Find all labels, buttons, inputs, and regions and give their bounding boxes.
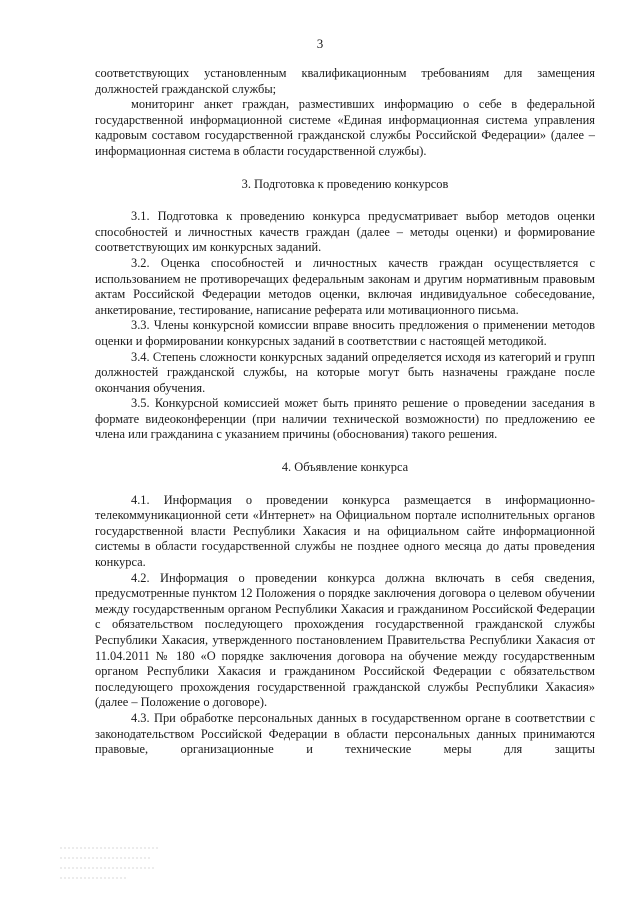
paragraph-3-4: 3.4. Степень сложности конкурсных заданий определяется исходя из категорий и групп должностей гражданской службы, на которые могут быть назначены граждане после окончания обучения. [95,349,595,395]
section-3-title: 3. Подготовка к проведению конкурсов [241,176,449,191]
paragraph-3-2: 3.2. Оценка способностей и личностных качеств граждан осуществляется с использованием не противоречащих федеральным законам и другим нормативным правовым актам Российской Федерации методов оценки, включая индивидуальное собеседование, анкетирование, тестирование, написание реферата или мотивационного письма. [95,255,595,317]
paragraph-intro-1: мониторинг анкет граждан, разместивших информацию о себе в федеральной государственной информационной системе «Единая информационная система управления кадровым составом государственной гражданской службы Российской Федерации» (далее – информационная система в области государственной службы). [95,97,595,158]
document-body [95,66,595,758]
paragraph-4-1: 4.1. Информация о проведении конкурса размещается в информационно-телекоммуникационной сети «Интернет» на Официальном портале исполнительных органов государственной власти Республики Хакасия и на официальном сайте информационной системы в области государственной службы не позднее одного месяца до даты проведения конкурса. [95,492,595,570]
page-number: 3 [316,36,324,51]
paragraph-3-1: 3.1. Подготовка к проведению конкурса предусматривает выбор методов оценки способностей и личностных качеств граждан (далее – методы оценки) и формирование соответствующих им конкурсных заданий. [95,209,595,255]
section-4-title: 4. Объявление конкурса [281,460,409,475]
paragraph-4-3: 4.3. При обработке персональных данных в государственном органе в соответствии с законодательством Российской Федерации в области персональных данных принимаются правовые, организационные и технические меры для защиты [95,710,595,757]
paragraph-3-5: 3.5. Конкурсной комиссией может быть принято решение о проведении заседания в формате видеоконференции (при наличии технической возможности) по предложению ее члена или гражданина с указанием причины (обоснования) такого решения. [95,396,595,442]
paragraph-intro-0: соответствующих установленным квалификационным требованиям для замещения должностей гражданской службы; [95,66,595,96]
faded-stamp-mark [56,840,166,884]
paragraph-4-2: 4.2. Информация о проведении конкурса должна включать в себя сведения, предусмотренные пунктом 12 Положения о порядке заключения договора о целевом обучении между государственным органом Республики Хакасия и гражданином Российской Федерации с обязательством последующего прохождения государственной гражданской службы Республики Хакасия, утвержденного постановлением Правительства Республики Хакасия от 11.04.2011 № 180 «О порядке заключения договора на обучение между государственным органом Республики Хакасия и гражданином Российской Федерации с обязательством последующего прохождения государственной гражданской службы Республики Хакасия» (далее – Положение о договоре). [95,570,595,710]
paragraph-3-3: 3.3. Члены конкурсной комиссии вправе вносить предложения о применении методов оценки и формировании конкурсных заданий в соответствии с настоящей методикой. [95,318,595,348]
